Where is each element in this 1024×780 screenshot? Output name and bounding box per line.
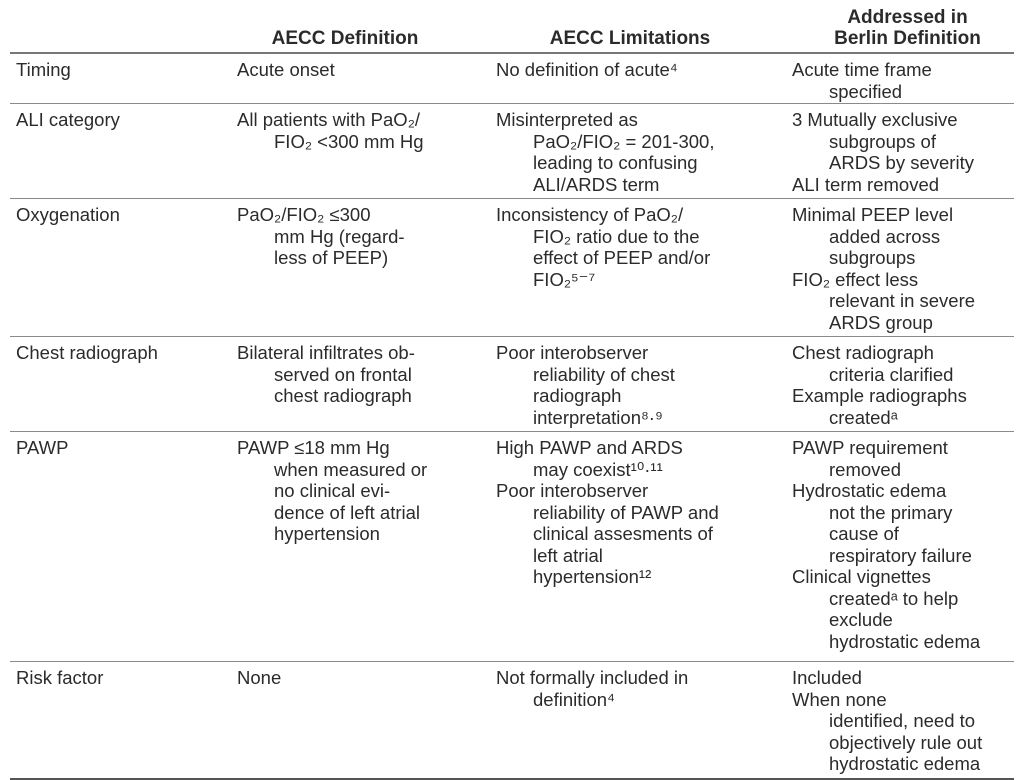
cell-line: Acute time frame <box>792 59 932 80</box>
cell-line: subgroups <box>829 247 916 268</box>
cell-line: cause of <box>829 523 899 544</box>
cell-line: not the primary <box>829 501 953 523</box>
cell-line: subgroups of <box>829 130 936 152</box>
cell-line: identified, need to <box>829 710 976 731</box>
cell-line: hypertension¹² <box>533 566 652 587</box>
cell-line: reliability of PAWP and <box>533 501 719 523</box>
row-label <box>16 667 226 689</box>
cell-line: PAWP requirement <box>792 437 948 458</box>
cell-line: Misinterpreted as <box>496 109 638 130</box>
berlin-cell <box>792 204 1024 333</box>
berlin-cell <box>792 437 1024 652</box>
cell-line: hydrostatic edema <box>829 753 981 774</box>
cell-line: FIO₂ effect less <box>792 268 919 290</box>
aecc-definition-cell <box>237 342 492 407</box>
row-label-text: Chest radiograph <box>16 342 158 363</box>
cell-line: interpretation⁸·⁹ <box>533 406 663 428</box>
cell-line: createdᵃ <box>829 406 898 428</box>
aecc-definition-cell <box>237 437 492 545</box>
aecc-limitations-cell <box>496 204 791 290</box>
cell-line: definition⁴ <box>533 688 616 710</box>
cell-line: Included <box>792 667 862 688</box>
cell-line: less of PEEP) <box>274 247 389 268</box>
cell-line: FIO₂ ratio due to the <box>533 225 700 247</box>
cell-line: ALI/ARDS term <box>533 173 660 195</box>
row-label-text: Oxygenation <box>16 204 120 225</box>
cell-line: ARDS group <box>829 311 933 333</box>
berlin-cell <box>792 342 1024 428</box>
berlin-cell <box>792 667 1024 775</box>
cell-line: mm Hg (regard- <box>274 225 405 247</box>
cell-line: leading to confusing <box>533 152 698 173</box>
cell-line: added across <box>829 225 941 247</box>
cell-line: hypertension <box>274 523 380 544</box>
table-row <box>10 199 1014 337</box>
cell-line: createdᵃ to help <box>829 587 959 609</box>
cell-line: PaO₂/FIO₂ ≤300 <box>237 204 371 225</box>
cell-line: criteria clarified <box>829 363 954 385</box>
cell-line: specified <box>829 80 903 102</box>
cell-line: FIO₂ <300 mm Hg <box>274 130 424 152</box>
cell-line: None <box>237 667 282 688</box>
cell-line: effect of PEEP and/or <box>533 247 711 268</box>
aecc-definition-cell <box>237 204 492 269</box>
cell-line: Poor interobserver <box>496 342 649 363</box>
cell-line: radiograph <box>533 385 622 406</box>
row-label <box>16 204 226 226</box>
cell-line: Hydrostatic edema <box>792 480 947 501</box>
cell-line: High PAWP and ARDS <box>496 437 683 458</box>
aecc-limitations-cell <box>496 59 791 81</box>
cell-line: ARDS by severity <box>829 152 974 173</box>
row-label <box>16 109 226 131</box>
table-row <box>10 337 1014 432</box>
cell-line: respiratory failure <box>829 544 972 566</box>
aecc-limitations-cell <box>496 437 791 588</box>
cell-line: dence of left atrial <box>274 501 421 523</box>
cell-line: PaO₂/FIO₂ = 201-300, <box>533 130 715 152</box>
table-row <box>10 432 1014 662</box>
cell-line: PAWP ≤18 mm Hg <box>237 437 390 458</box>
aecc-limitations-cell <box>496 342 791 428</box>
cell-line: when measured or <box>274 458 428 480</box>
cell-line: ALI term removed <box>792 173 940 195</box>
row-label <box>16 437 226 459</box>
cell-line: Bilateral infiltrates ob- <box>237 342 415 363</box>
aecc-limitations-cell <box>496 109 791 195</box>
cell-line: Clinical vignettes <box>792 566 931 587</box>
cell-line: FIO₂⁵⁻⁷ <box>533 268 596 290</box>
cell-line: Example radiographs <box>792 385 967 406</box>
cell-line: Chest radiograph <box>792 342 934 363</box>
cell-line: reliability of chest <box>533 363 675 385</box>
cell-line: objectively rule out <box>829 731 983 753</box>
cell-line: All patients with PaO₂/ <box>237 109 421 130</box>
header-row <box>10 0 1014 54</box>
cell-line: Poor interobserver <box>496 480 649 501</box>
cell-line: When none <box>792 688 887 710</box>
row-label-text: Risk factor <box>16 667 104 688</box>
aecc-definition-cell <box>237 109 492 152</box>
row-label-text: ALI category <box>16 109 120 130</box>
cell-line: Minimal PEEP level <box>792 204 954 225</box>
cell-line: exclude <box>829 609 893 630</box>
table-row <box>10 104 1014 199</box>
row-label-text: PAWP <box>16 437 69 458</box>
comparison-table <box>10 0 1014 780</box>
row-label <box>16 342 226 364</box>
cell-line: chest radiograph <box>274 385 412 406</box>
cell-line: 3 Mutually exclusive <box>792 109 958 130</box>
cell-line: removed <box>829 458 901 480</box>
cell-line: left atrial <box>533 544 603 566</box>
table-row <box>10 54 1014 104</box>
table-row <box>10 662 1014 780</box>
row-label <box>16 59 226 81</box>
aecc-definition-cell <box>237 667 492 689</box>
aecc-limitations-cell <box>496 667 791 710</box>
cell-line: Not formally included in <box>496 667 689 688</box>
berlin-cell <box>792 59 1024 102</box>
berlin-cell <box>792 109 1024 195</box>
aecc-definition-cell <box>237 59 492 81</box>
cell-line: served on frontal <box>274 363 412 385</box>
cell-line: relevant in severe <box>829 290 976 311</box>
cell-line: Inconsistency of PaO₂/ <box>496 204 684 225</box>
header-aecc-definition: AECC Definition <box>271 28 419 49</box>
cell-line: clinical assesments of <box>533 523 713 544</box>
cell-line: hydrostatic edema <box>829 630 981 652</box>
cell-line: No definition of acute⁴ <box>496 59 678 80</box>
header-aecc-limitations: AECC Limitations <box>549 28 711 49</box>
row-label-text: Timing <box>16 59 71 80</box>
cell-line: Acute onset <box>237 59 335 80</box>
cell-line: may coexist¹⁰·¹¹ <box>533 458 663 480</box>
header-berlin-definition: Addressed in Berlin Definition <box>834 7 981 49</box>
table-body <box>10 54 1014 780</box>
cell-line: no clinical evi- <box>274 480 391 501</box>
